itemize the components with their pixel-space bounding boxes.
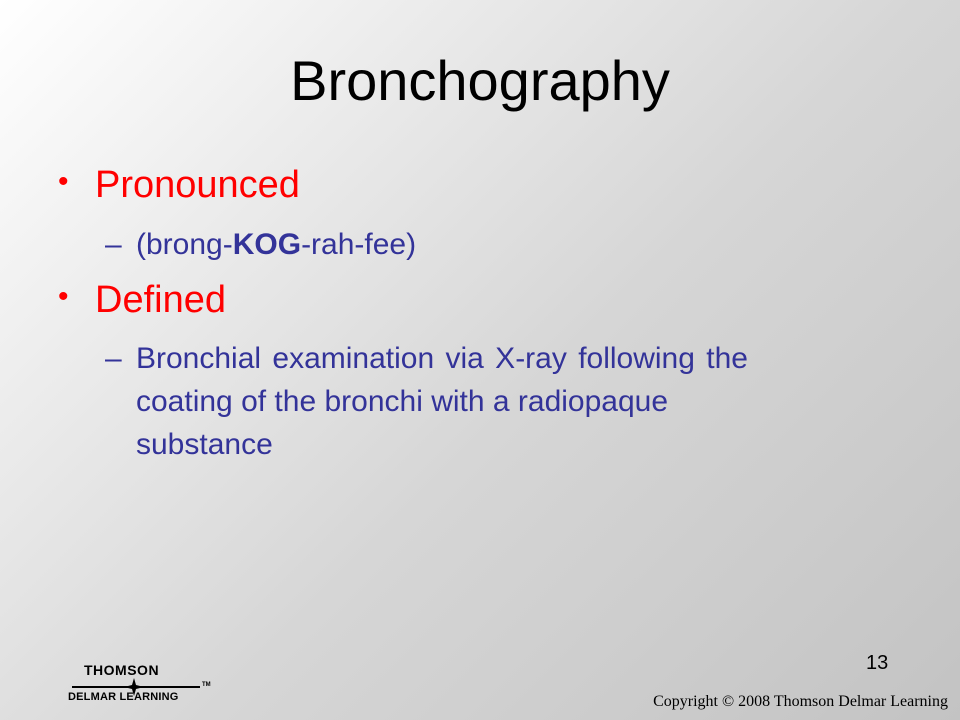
copyright-notice: Copyright © 2008 Thomson Delmar Learning	[653, 693, 948, 710]
bullet-pronounced	[58, 166, 300, 204]
definition-line: substance	[136, 428, 273, 461]
bullet-glyph: •	[58, 165, 69, 198]
definition-line: coating of the bronchi with a radiopaque	[136, 385, 669, 418]
slide-title: Bronchography	[290, 49, 670, 112]
dash-glyph: –	[105, 228, 122, 261]
dash-glyph: –	[105, 342, 122, 375]
sub-bullet-definition	[105, 337, 895, 466]
pronunciation-emphasis: KOG	[232, 228, 302, 261]
sub-bullet-pronunciation	[105, 223, 895, 266]
bullet-label: Defined	[95, 279, 226, 321]
logo-top-text: THOMSON	[84, 662, 160, 678]
pronunciation-prefix: (brong-	[136, 228, 233, 261]
thomson-delmar-logo	[68, 662, 218, 710]
bullet-label: Pronounced	[95, 164, 300, 206]
bullet-glyph: •	[58, 280, 69, 313]
definition-line: Bronchial examination via X-ray following the	[136, 342, 748, 375]
logo-trademark: TM	[202, 682, 211, 688]
slide-number: 13	[866, 652, 889, 674]
pronunciation-suffix: -rah-fee)	[301, 228, 417, 261]
bullet-defined	[58, 281, 226, 319]
logo-bottom-text: DELMAR LEARNING	[68, 691, 179, 703]
